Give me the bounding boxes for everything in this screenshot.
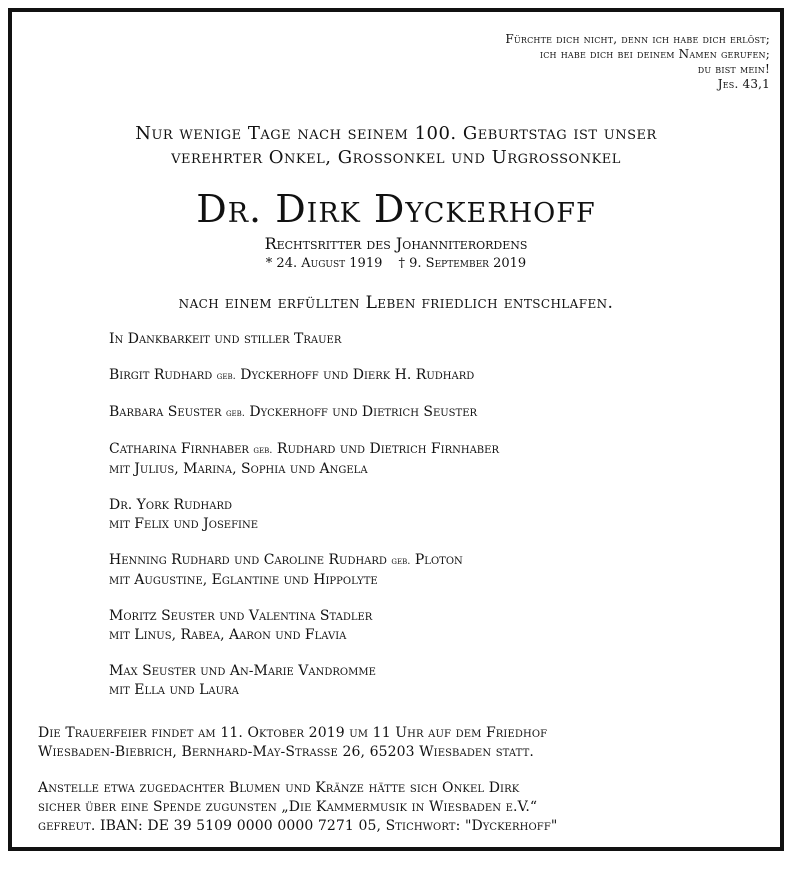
mourners-list (109, 330, 499, 717)
mourner-name: Ploton (414, 552, 463, 568)
passing-statement: nach einem erfüllten Leben friedlich entschlafen. (178, 293, 614, 313)
bible-verse (505, 32, 770, 92)
funeral-line: Die Trauerfeier findet am 11. Oktober 2019 um 11 Uhr auf dem Friedhof (38, 725, 548, 741)
mourner-name: Rudhard und Dietrich Firnhaber (276, 441, 499, 457)
donation-line: gefreut. IBAN: DE 39 5109 0000 0000 7271 05, Stichwort: "Dyckerhoff" (38, 818, 558, 834)
mourner-group (109, 440, 499, 479)
mourner-line (109, 551, 499, 571)
verse-reference: Jes. 43,1 (717, 77, 770, 91)
mourner-group (109, 662, 499, 700)
donation-line: Anstelle etwa zugedachter Blumen und Kränze hätte sich Onkel Dirk (38, 780, 520, 796)
mourner-line: mit Felix und Josefine (109, 516, 259, 532)
mourner-group (109, 607, 499, 645)
deceased-name: Dr. Dirk Dyckerhoff (196, 187, 596, 231)
obituary-notice (8, 8, 784, 851)
mourner-line (109, 440, 499, 460)
mourner-line: Max Seuster und An-Marie Vandromme (109, 663, 376, 679)
geb-label: geb. (216, 371, 236, 382)
intro-line: verehrter Onkel, Grossonkel und Urgrossonkel (171, 147, 621, 168)
life-dates (12, 255, 780, 273)
donation-info (38, 779, 557, 836)
intro-text (12, 122, 780, 170)
verse-line: du bist mein! (697, 62, 770, 76)
funeral-info (38, 724, 557, 762)
mourner-line: Dr. York Rudhard (109, 497, 233, 513)
mourner-line: mit Julius, Marina, Sophia und Angela (109, 461, 368, 477)
birth-date: * 24. August 1919 (265, 256, 383, 271)
mourner-name: Barbara Seuster (109, 404, 222, 420)
mourner-group (109, 496, 499, 534)
mourner-group (109, 366, 499, 386)
mourner-name: Dyckerhoff und Dietrich Seuster (249, 404, 478, 420)
mourner-name: Henning Rudhard und Caroline Rudhard (109, 552, 387, 568)
funeral-line: Wiesbaden-Biebrich, Bernhard-May-Strasse 26, 65203 Wiesbaden statt. (38, 744, 534, 760)
mourner-line: mit Augustine, Eglantine und Hippolyte (109, 572, 378, 588)
mourner-name: Dyckerhoff und Dierk H. Rudhard (240, 367, 475, 383)
mourner-line: mit Linus, Rabea, Aaron und Flavia (109, 627, 347, 643)
mourner-line (109, 366, 499, 386)
donation-line: sicher über eine Spende zugunsten „Die Kammermusik in Wiesbaden e.V.“ (38, 799, 538, 815)
mourner-line (109, 403, 499, 423)
geb-label: geb. (391, 556, 411, 567)
mourner-line: Moritz Seuster und Valentina Stadler (109, 608, 373, 624)
footer-notes (38, 724, 557, 853)
mourners-opening: In Dankbarkeit und stiller Trauer (109, 331, 342, 347)
mourner-group (109, 403, 499, 423)
verse-line: Fürchte dich nicht, denn ich habe dich erlöst; (505, 32, 770, 46)
geb-label: geb. (253, 445, 273, 456)
geb-label: geb. (225, 408, 245, 419)
mourner-group (109, 551, 499, 590)
mourner-name: Catharina Firnhaber (109, 441, 249, 457)
verse-line: ich habe dich bei deinem Namen gerufen; (539, 47, 770, 61)
death-date: † 9. September 2019 (398, 256, 527, 271)
mourner-name: Birgit Rudhard (109, 367, 213, 383)
mourner-line: mit Ella und Laura (109, 682, 239, 698)
deceased-title: Rechtsritter des Johanniterordens (264, 234, 528, 253)
intro-line: Nur wenige Tage nach seinem 100. Geburtstag ist unser (135, 123, 657, 144)
